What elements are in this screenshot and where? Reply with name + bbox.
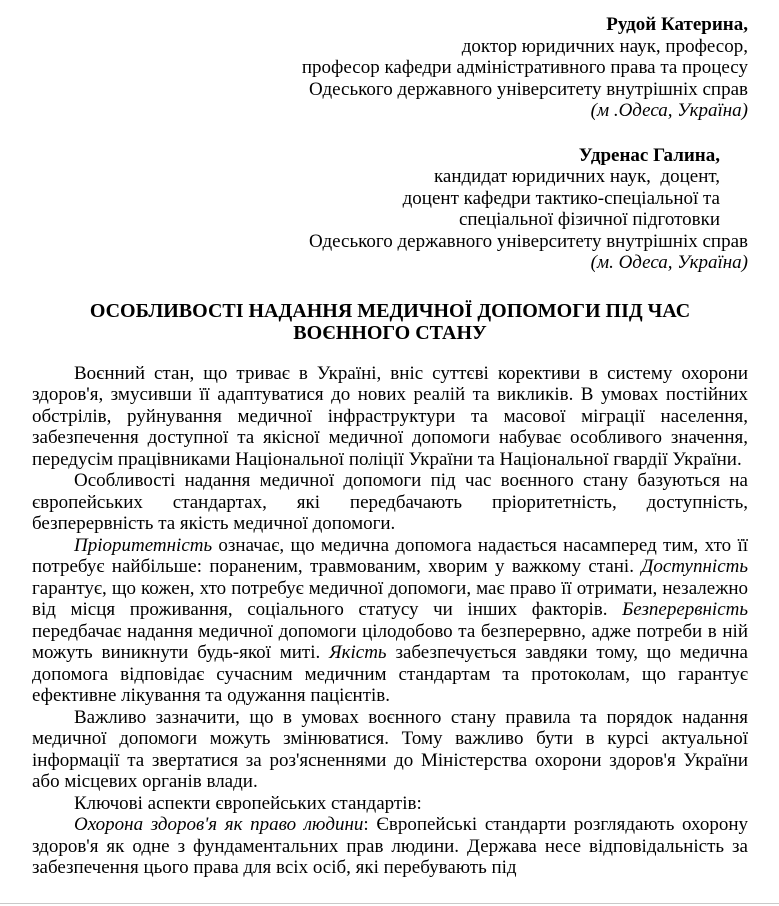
article-title-line2: ВОЄННОГО СТАНУ [293,321,487,344]
paragraph [32,707,748,793]
text-run: Доступність [641,556,748,577]
author-line: професор кафедри адміністративного права та процесу [301,57,748,78]
author-line: Одеського державного університету внутрішніх справ [308,230,748,252]
text-run: гарантує, що кожен, хто потребує медичної допомоги, має право її отримати, незалежно від місця проживання, соціального статусу чи інших факторів. [32,577,748,620]
text-run: Безперервність [622,599,748,620]
paragraph [32,470,748,535]
author-line: Рудой Катерина, [606,14,748,35]
text-run: Воєнний стан, що триває в Україні, вніс суттєві корективи в систему охорони здоров'я, змусивши її адаптуватися до нових реалій та викликів. В умовах постійних обстрілів, руйнування медичної інфраструктури та масової міграції населення, забезпечення доступної та якісної медичної допомоги набуває особливого значення, передусім працівниками Національної поліції України та Національної гвардії України. [32,362,748,470]
author-line: Удренас Галина, [578,144,720,166]
author-line: спеціальної фізичної підготовки [458,209,720,230]
viewport-edge-line [0,903,779,904]
author-line: доктор юридичних наук, професор, [461,35,748,57]
text-run: Якість [329,642,387,663]
text-run: Ключові аспекти європейських стандартів: [74,792,422,814]
text-run: означає, що медична допомога надається насамперед тим, хто її потребує найбільше: пораненим, травмованим, хворим у важкому стані. [32,534,748,577]
author-block [32,14,748,122]
author-block [32,145,748,274]
paragraph [32,535,748,707]
article-title [32,300,748,344]
paragraph [32,363,748,471]
article-body [32,363,748,879]
text-run: Особливості надання медичної допомоги під час воєнного стану базуються на європейських стандартах, які передбачають пріоритетність, доступність, безперервність та якість медичної допомоги. [32,470,748,534]
text-run: передбачає надання медичної допомоги цілодобово та безперервно, адже потреби в ній можуть виникнути будь-якої миті. [32,620,748,663]
text-run: Охорона здоров'я як право людини [74,814,364,835]
paragraph [32,814,748,879]
text-run: забезпечується завдяки тому, що медична допомога відповідає сучасним медичним стандартам та протоколам, що гарантує ефективне лікування та одужання пацієнтів. [32,642,748,706]
author-line: (м .Одеса, Україна) [590,100,748,121]
text-run: Важливо зазначити, що в умовах воєнного стану правила та порядок надання медичної допомоги можуть змінюватися. Тому важливо бути в курсі актуальної інформації та звертатися за роз'ясненнями до Міністерства охорони здоров'я України або місцевих органів влади. [32,706,748,792]
author-line: (м. Одеса, Україна) [590,252,748,273]
text-run: Пріоритетність [74,534,213,556]
author-line: Одеського державного університету внутрішніх справ [308,78,748,100]
author-blocks [32,14,748,274]
author-line: доцент кафедри тактико-спеціальної та [402,187,720,209]
text-run: : Європейські стандарти розглядають охорону здоров'я як одне з фундаментальних прав людини. Держава несе відповідальність за забезпечення цього права для всіх осіб, які перебувають під [32,814,748,878]
article-title-line1: ОСОБЛИВОСТІ НАДАННЯ МЕДИЧНОЇ ДОПОМОГИ ПІД ЧАС [89,299,691,322]
paragraph [32,793,748,815]
author-line: кандидат юридичних наук, доцент, [433,166,720,187]
